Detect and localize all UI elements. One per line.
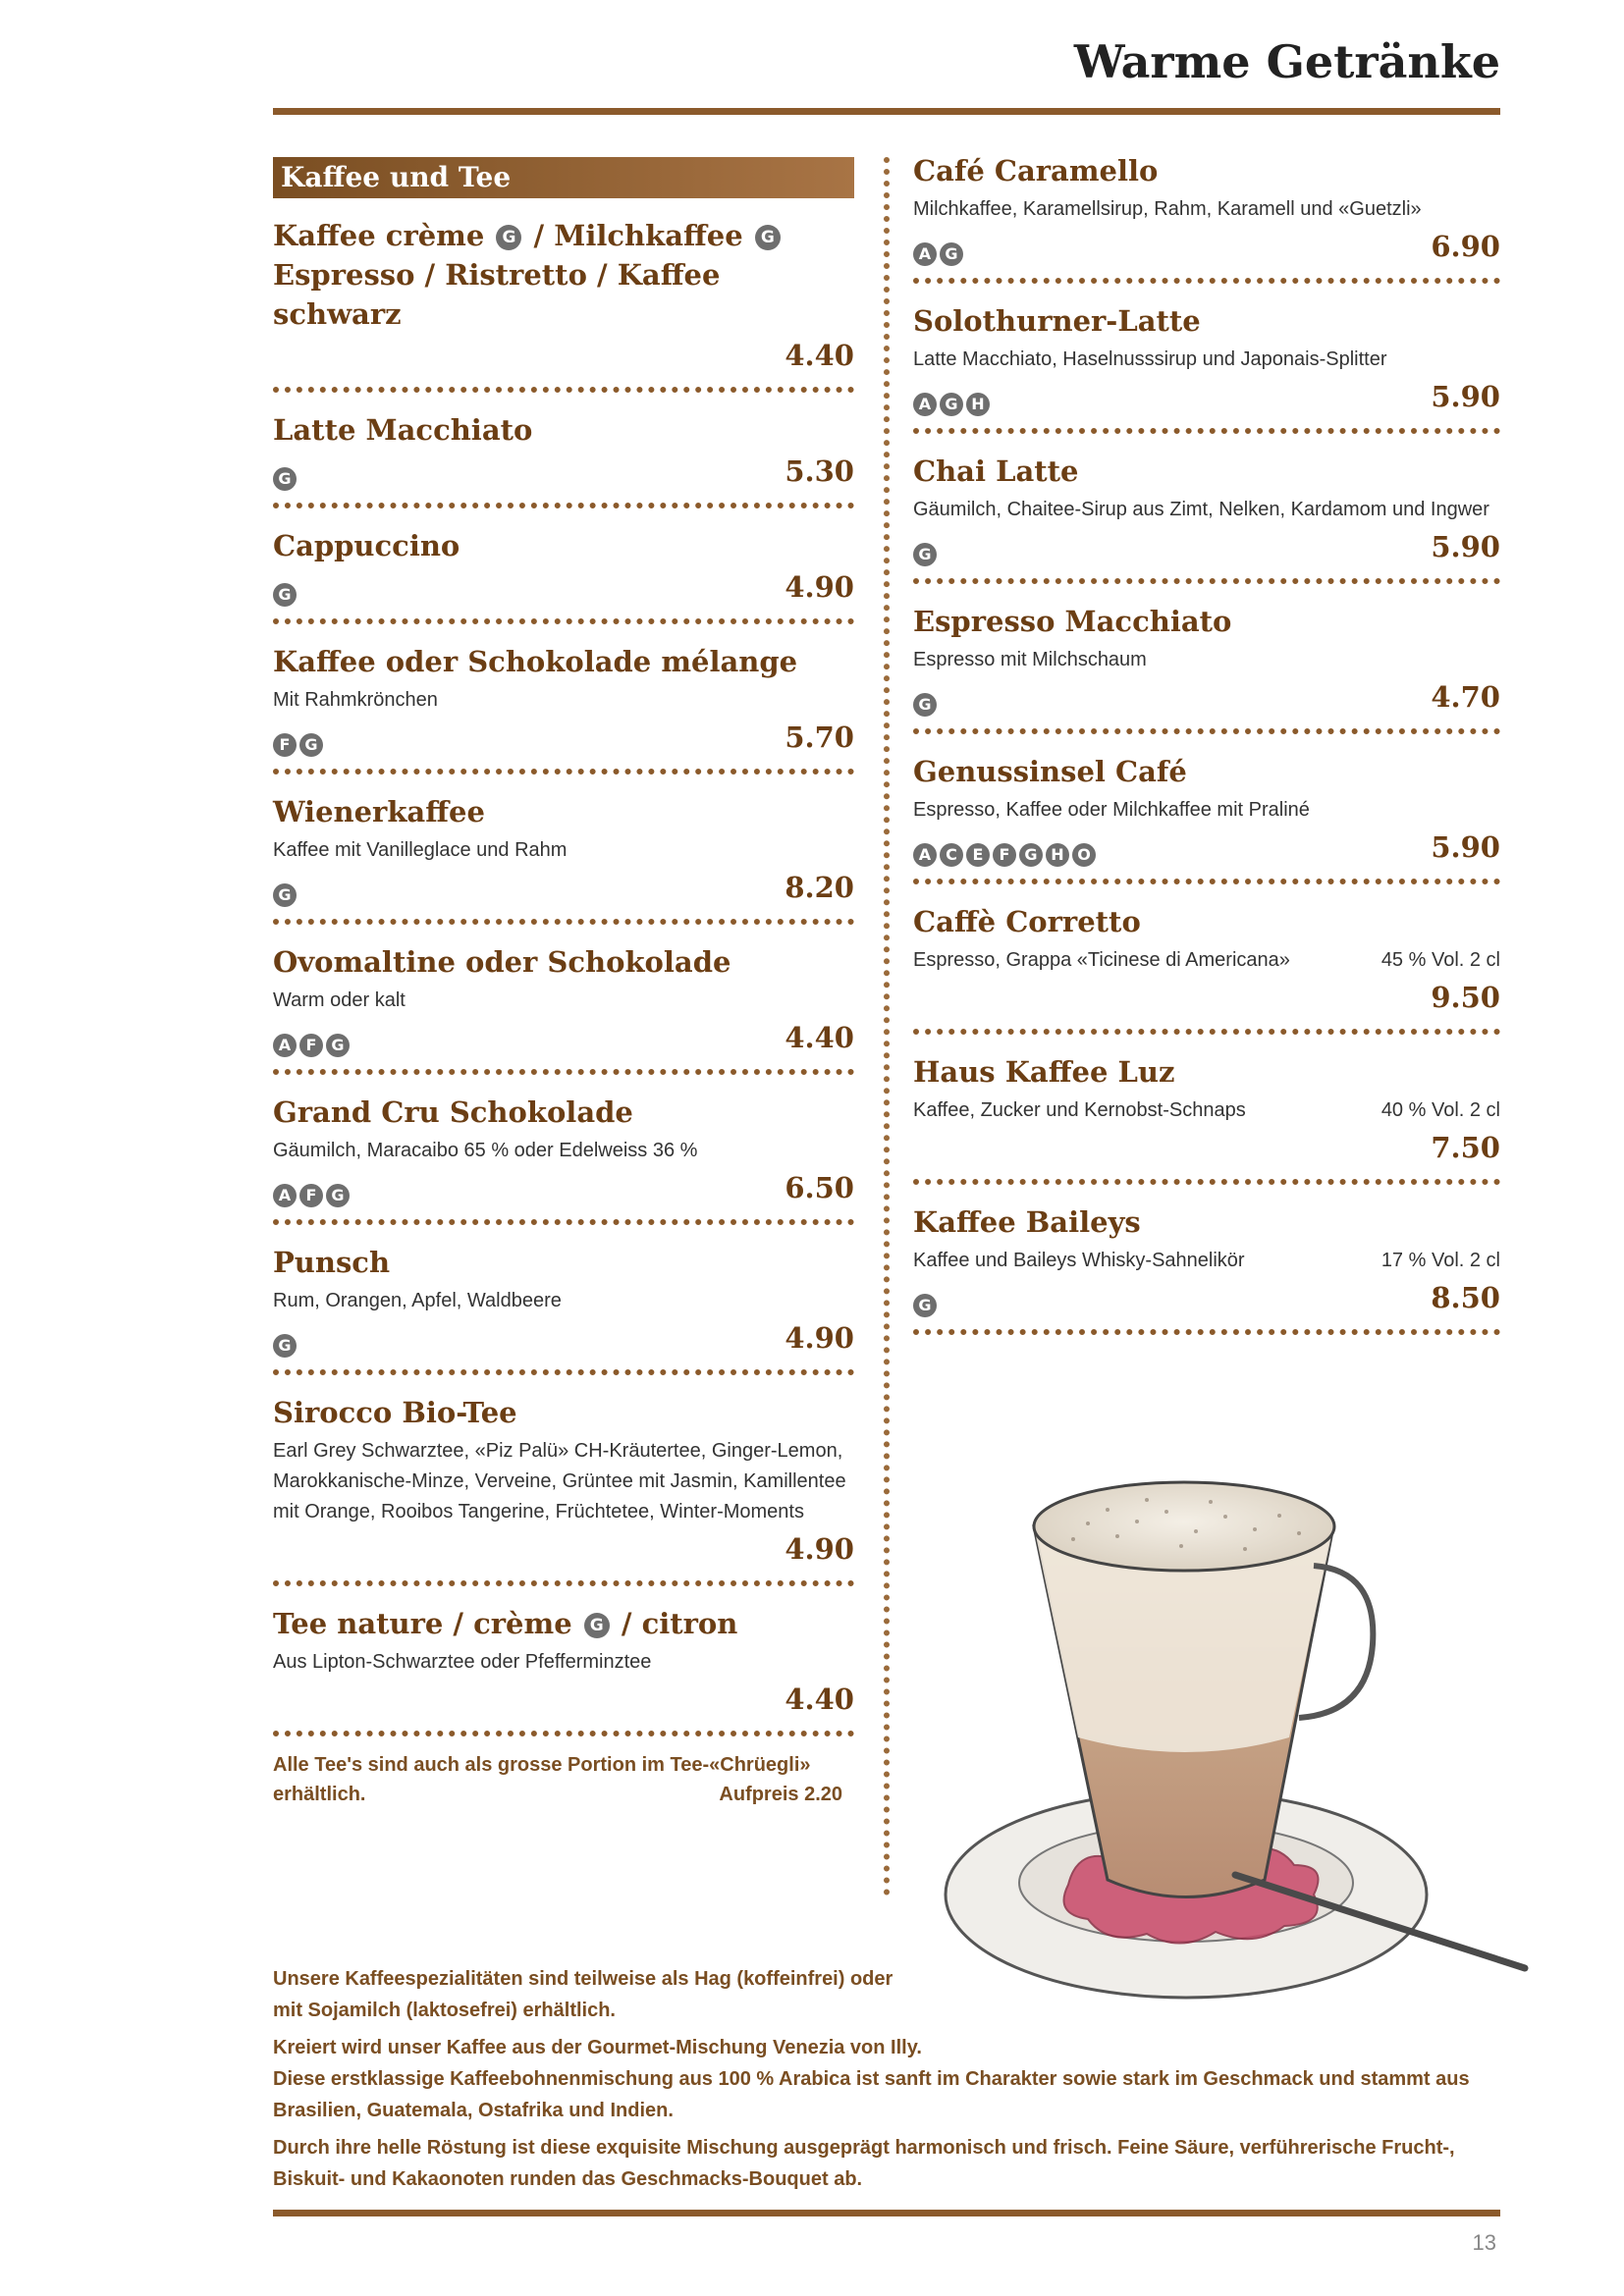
- item-price: 8.20: [785, 871, 854, 904]
- note-hag: Unsere Kaffeespezialitäten sind teilweise als Hag (koffeinfrei) oder mit Sojamilch (laktosefrei) erhältlich.: [273, 1968, 893, 2021]
- item-name: Tee nature / crème G / citron: [273, 1607, 738, 1640]
- menu-item: [273, 1089, 854, 1225]
- left-column: [273, 157, 854, 1809]
- item-name: Café Caramello: [913, 154, 1159, 187]
- dotted-separator: [913, 1029, 1500, 1035]
- allergen-icon: G: [299, 733, 323, 757]
- menu-item: [273, 522, 854, 624]
- item-price: 4.90: [785, 570, 854, 604]
- menu-item: [913, 1199, 1500, 1335]
- item-name: Haus Kaffee Luz: [913, 1055, 1175, 1089]
- allergen-icon: G: [326, 1034, 350, 1057]
- item-name: Cappuccino: [273, 529, 460, 562]
- item-description: Warm oder kalt: [273, 989, 406, 1011]
- allergen-icon: H: [966, 393, 990, 416]
- item-name: Espresso Macchiato: [913, 605, 1232, 638]
- item-price: 5.70: [785, 721, 854, 754]
- item-name: Latte Macchiato: [273, 413, 533, 447]
- item-description: Kaffee mit Vanilleglace und Rahm: [273, 839, 568, 861]
- allergen-badges: [913, 693, 937, 717]
- allergen-icon: F: [273, 733, 297, 757]
- coffee-notes: [273, 1963, 1510, 2201]
- item-description: Espresso mit Milchschaum: [913, 649, 1147, 670]
- allergen-icon: A: [913, 393, 937, 416]
- allergen-icon: A: [273, 1184, 297, 1207]
- item-price: 5.90: [1431, 380, 1500, 413]
- left-item-list: [273, 406, 854, 1586]
- section-header: Kaffee und Tee: [273, 157, 854, 198]
- item-description: Espresso, Kaffee oder Milchkaffee mit Praliné: [913, 799, 1310, 821]
- dotted-separator: [273, 503, 854, 508]
- allergen-icon: G: [755, 225, 781, 250]
- item-price: 6.50: [785, 1171, 854, 1204]
- item-name: Grand Cru Schokolade: [273, 1095, 633, 1129]
- item-description: Rum, Orangen, Apfel, Waldbeere: [273, 1290, 562, 1311]
- item-description: Mit Rahmkrönchen: [273, 689, 438, 711]
- dotted-separator: [913, 879, 1500, 884]
- item-price: 7.50: [1431, 1131, 1500, 1164]
- menu-item: [913, 598, 1500, 734]
- menu-item: [273, 938, 854, 1075]
- item-description: Earl Grey Schwarztee, «Piz Palü» CH-Kräutertee, Ginger-Lemon, Marokkanische-Minze, Verveine, Grüntee mit Jasmin, Kamillentee mit Orange, Rooibos Tangerine, Früchtetee, Winter-Moments: [273, 1440, 846, 1522]
- menu-item: [913, 297, 1500, 434]
- dotted-separator: [273, 1369, 854, 1375]
- dotted-separator: [273, 618, 854, 624]
- dotted-separator: [273, 1069, 854, 1075]
- note-roast: Durch ihre helle Röstung ist diese exquisite Mischung ausgeprägt harmonisch und frisch. Feine Säure, verführerische Frucht-, Biskuit- und Kakaonoten runden das Geschmacks-Bouquet ab.: [273, 2137, 1455, 2190]
- dotted-separator: [273, 1219, 854, 1225]
- dotted-separator: [273, 769, 854, 774]
- item-name: Sirocco Bio-Tee: [273, 1396, 517, 1429]
- allergen-icon: F: [993, 843, 1016, 867]
- dotted-separator: [913, 428, 1500, 434]
- menu-item-kaffee-creme: [273, 212, 854, 393]
- dotted-separator: [273, 919, 854, 925]
- dotted-separator: [273, 387, 854, 393]
- allergen-icon: G: [940, 242, 963, 266]
- item-description: Espresso, Grappa «Ticinese di Americana»: [913, 949, 1290, 971]
- allergen-icon: G: [913, 543, 937, 566]
- allergen-badges: [913, 543, 937, 566]
- item-price: 5.90: [1431, 830, 1500, 864]
- dotted-separator: [913, 1179, 1500, 1185]
- menu-item: [273, 788, 854, 925]
- allergen-icon: G: [273, 883, 297, 907]
- item-name: Kaffee Baileys: [913, 1205, 1141, 1239]
- menu-item: [913, 748, 1500, 884]
- item-price: 4.90: [785, 1532, 854, 1566]
- allergen-badges: [913, 242, 963, 266]
- allergen-icon: A: [913, 242, 937, 266]
- allergen-badges: [913, 393, 990, 416]
- item-price: 9.50: [1431, 981, 1500, 1014]
- column-divider: [884, 157, 890, 1896]
- item-name: Kaffee oder Schokolade mélange: [273, 645, 798, 678]
- menu-item: [273, 406, 854, 508]
- dotted-separator: [913, 278, 1500, 284]
- item-volume: 40 % Vol. 2 cl: [1380, 1099, 1500, 1121]
- item-price: 4.40: [785, 1021, 854, 1054]
- item-name: Wienerkaffee: [273, 795, 485, 828]
- allergen-icon: A: [273, 1034, 297, 1057]
- item-name-line2: Espresso / Ristretto / Kaffee schwarz: [273, 258, 721, 331]
- dotted-separator: [273, 1731, 854, 1736]
- bottom-rule: [273, 2210, 1500, 2216]
- dotted-separator: [913, 1329, 1500, 1335]
- item-price: 4.70: [1431, 680, 1500, 714]
- allergen-icon: F: [299, 1184, 323, 1207]
- allergen-icon: G: [273, 583, 297, 607]
- allergen-badges: [273, 467, 297, 491]
- allergen-badges: [913, 843, 1096, 867]
- menu-item: [913, 898, 1500, 1035]
- item-price: 8.50: [1431, 1281, 1500, 1314]
- item-price: 4.40: [785, 339, 854, 372]
- menu-item: [273, 1239, 854, 1375]
- allergen-icon: H: [1046, 843, 1069, 867]
- allergen-icon: A: [913, 843, 937, 867]
- allergen-icon: G: [496, 225, 521, 250]
- item-name: Solothurner-Latte: [913, 304, 1201, 338]
- allergen-icon: G: [273, 1334, 297, 1358]
- allergen-icon: G: [326, 1184, 350, 1207]
- item-volume: 45 % Vol. 2 cl: [1380, 949, 1500, 971]
- item-price: 5.30: [785, 454, 854, 488]
- menu-item: [273, 1389, 854, 1586]
- item-description: Kaffee, Zucker und Kernobst-Schnaps: [913, 1099, 1246, 1121]
- item-name: Ovomaltine oder Schokolade: [273, 945, 731, 979]
- item-description: Aus Lipton-Schwarztee oder Pfefferminztee: [273, 1651, 652, 1673]
- item-name: Punsch: [273, 1246, 391, 1279]
- allergen-badges: [273, 1184, 350, 1207]
- item-name: Caffè Corretto: [913, 905, 1141, 938]
- item-description: Latte Macchiato, Haselnusssirup und Japonais-Splitter: [913, 348, 1387, 370]
- dotted-separator: [913, 578, 1500, 584]
- note-illy: Kreiert wird unser Kaffee aus der Gourmet-Mischung Venezia von Illy. Diese erstklassige Kaffeebohnenmischung aus 100 % Arabica ist sanft im Charakter sowie stark im Geschmack und stammt aus Brasilien, Guatemala, Ostafrika und Indien.: [273, 2037, 1470, 2121]
- allergen-icon: G: [940, 393, 963, 416]
- right-column: [913, 147, 1500, 1349]
- allergen-badges: [273, 1034, 350, 1057]
- allergen-badges: [273, 1334, 297, 1358]
- allergen-icon: G: [913, 693, 937, 717]
- right-item-list: [913, 147, 1500, 1335]
- item-price: 6.90: [1431, 230, 1500, 263]
- item-name: Chai Latte: [913, 454, 1079, 488]
- page-title: Warme Getränke: [1073, 35, 1500, 88]
- allergen-icon: G: [584, 1613, 610, 1638]
- item-volume: 17 % Vol. 2 cl: [1380, 1250, 1500, 1271]
- allergen-icon: F: [299, 1034, 323, 1057]
- latte-glass-illustration: [941, 1472, 1530, 2022]
- allergen-badges: [273, 583, 297, 607]
- allergen-icon: G: [1019, 843, 1043, 867]
- item-description: Gäumilch, Chaitee-Sirup aus Zimt, Nelken, Kardamom und Ingwer: [913, 499, 1489, 520]
- allergen-icon: G: [273, 467, 297, 491]
- item-price: 5.90: [1431, 530, 1500, 563]
- item-name: Genussinsel Café: [913, 755, 1187, 788]
- allergen-icon: O: [1072, 843, 1096, 867]
- page-number: 13: [1472, 2230, 1496, 2255]
- allergen-icon: G: [913, 1294, 937, 1317]
- allergen-icon: E: [966, 843, 990, 867]
- menu-item: [273, 638, 854, 774]
- allergen-badges: [273, 883, 297, 907]
- item-description: Gäumilch, Maracaibo 65 % oder Edelweiss 36 %: [273, 1140, 698, 1161]
- allergen-icon: C: [940, 843, 963, 867]
- item-price: 4.90: [785, 1321, 854, 1355]
- allergen-badges: [273, 733, 323, 757]
- item-price: 4.40: [785, 1682, 854, 1716]
- top-rule: [273, 108, 1500, 115]
- menu-item: [913, 147, 1500, 284]
- dotted-separator: [913, 728, 1500, 734]
- dotted-separator: [273, 1580, 854, 1586]
- item-description: Milchkaffee, Karamellsirup, Rahm, Karamell und «Guetzli»: [913, 198, 1422, 220]
- tea-note: Alle Tee's sind auch als grosse Portion im Tee-«Chrüegli» erhältlich. Aufpreis 2.20: [273, 1754, 842, 1805]
- menu-item: [913, 1048, 1500, 1185]
- menu-item: [913, 448, 1500, 584]
- allergen-badges: [913, 1294, 937, 1317]
- menu-item-tee-nature: [273, 1600, 854, 1736]
- item-name-line1: Kaffee crème G / Milchkaffee G: [273, 216, 854, 255]
- item-description: Kaffee und Baileys Whisky-Sahnelikör: [913, 1250, 1245, 1271]
